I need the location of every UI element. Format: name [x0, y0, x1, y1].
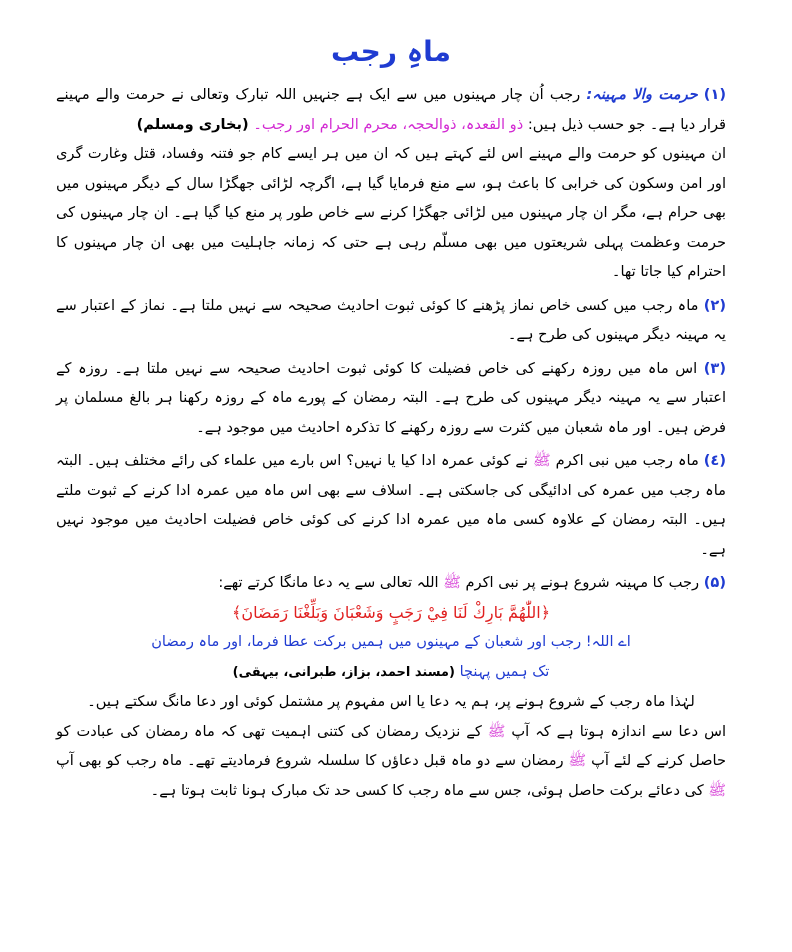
- paragraph-text: رجب کا مہینہ شروع ہونے پر نبی اکرم: [465, 574, 700, 591]
- supplication-translation: اے اللہ! رجب اور شعبان کے مہینوں میں ہمیں برکت عطا فرما، اور ماہ رمضان: [151, 633, 631, 650]
- sacred-months-list: ذو القعدہ، ذوالحجہ، محرم الحرام اور رجب۔: [253, 115, 524, 133]
- item-number: (۲): [703, 296, 727, 314]
- salutation-glyph: ﷺ: [568, 752, 587, 769]
- salutation-glyph: ﷺ: [487, 722, 506, 740]
- paragraph-text: ماہ رجب میں نبی اکرم: [555, 452, 699, 469]
- salutation-glyph: ﷺ: [443, 574, 461, 591]
- section-heading: حرمت والا مہینہ:: [586, 86, 698, 103]
- paragraph-6: لہٰذا ماہ رجب کے شروع ہونے پر، ہم یہ دعا یا اس مفہوم پر مشتمل کوئی اور دعا مانگ سکتے ہیں۔: [87, 693, 695, 710]
- paragraph-7: [56, 717, 726, 806]
- hadith-reference: (بخاری ومسلم): [136, 115, 249, 133]
- item-number: (۱): [703, 86, 727, 103]
- paragraph-3: [56, 354, 726, 443]
- paragraph-text: اس ماہ میں روزہ رکھنے کی خاص فضیلت کا کوئی ثبوت احادیث صحیحہ سے نہیں ملتا ہے۔ روزہ کے اعتبار سے یہ مہینہ دیگر مہینوں کی طرح ہے۔ البتہ رمضان کے پورے ماہ کے روزہ رکھنا ہر بالغ مسلمان پر فرض ہیں۔ اور ماہ شعبان میں کثرت سے روزہ رکھنے کا تذکرہ احادیث میں موجود ہے۔: [56, 359, 726, 436]
- paragraph-text: کے نزدیک رمضان کی کتنی اہمیت تھی کہ ماہ رمضان کی عبادت کو حاصل کرنے کے لئے آپ: [56, 722, 727, 769]
- paragraph-text: اس دعا سے اندازہ ہوتا ہے کہ آپ: [511, 722, 726, 740]
- paragraph-text: نے کوئی عمرہ ادا کیا یا نہیں؟ اس بارے میں علماء کی رائے مختلف ہیں۔ البتہ ماہ رجب میں عمرہ کی ادائیگی کی جاسکتی ہے۔ اسلاف سے بھی اس ماہ میں عمرہ ادا کرنے کے ثبوت ملتے ہیں۔ البتہ رمضان کے علاوہ کسی ماہ میں عمرہ ادا کرنے کی کوئی خاص فضیلت احادیث میں موجود نہیں ہے۔: [56, 452, 726, 558]
- paragraph-text: کی دعائے برکت حاصل ہوئی، جس سے ماہ رجب کا کسی حد تک مبارک ہونا ثابت ہوتا ہے۔: [150, 781, 704, 799]
- paragraph-5: [56, 568, 726, 598]
- paragraph-1: [56, 80, 726, 139]
- paragraph-text: اللہ تعالی سے یہ دعا مانگا کرتے تھے:: [218, 574, 439, 591]
- item-number: (۳): [703, 359, 726, 377]
- paragraph-4: [56, 446, 726, 564]
- hadith-source: (مسند احمد، بزاز، طبرانی، بیہقی): [232, 664, 455, 680]
- item-number: (۵): [703, 574, 726, 591]
- salutation-glyph: ﷺ: [532, 452, 551, 469]
- paragraph-text: رمضان سے دو ماہ قبل دعاؤں کا سلسلہ شروع فرمادیتے تھے۔ ماہ رجب کو بھی آپ: [56, 752, 564, 769]
- item-number: (٤): [703, 452, 727, 469]
- paragraph-text: رجب اُن چار مہینوں میں سے ایک ہے جنہیں اللہ تبارک وتعالی نے حرمت والے مہینے قرار دیا ہے۔ جو حسب ذیل ہیں:: [56, 86, 726, 133]
- arabic-supplication: ﴿اللّٰهُمَّ بَارِكْ لَنَا فِيْ رَجَبٍ وَشَعْبَانَ وَبَلِّغْنَا رَمَضَانَ﴾: [231, 602, 551, 622]
- paragraph-2: [56, 291, 726, 350]
- paragraph-1b: ان مہینوں کو حرمت والے مہینے اس لئے کہتے ہیں کہ ان میں ہر ایسے کام جو فتنہ وفساد، قتل وغارت گری اور امن وسکون کی خرابی کا باعث ہو، سے منع فرمایا گیا ہے، اگرچہ لڑائی جھگڑا سال کے دیگر مہینوں میں بھی حرام ہے، مگر ان چار مہینوں میں لڑائی جھگڑا کرنے سے خاص طور پر منع کیا گیا ہے۔ ان چار مہینوں کی حرمت وعظمت پہلی شریعتوں میں بھی مسلّم رہی ہے حتی کہ زمانہ جاہلیت میں بھی ان چار مہینوں کا احترام کیا جاتا تھا۔: [56, 145, 726, 280]
- translation-text: تک ہمیں پہنچا: [459, 662, 550, 680]
- paragraph-text: ماہ رجب میں کسی خاص نماز پڑھنے کا کوئی ثبوت احادیث صحیحہ سے نہیں ملتا ہے۔ نماز کے اعتبار سے یہ مہینہ دیگر مہینوں کی طرح ہے۔: [56, 296, 726, 343]
- supplication-translation-end: [56, 657, 726, 688]
- page-title: ماہِ رجب: [331, 35, 451, 68]
- salutation-glyph: ﷺ: [708, 781, 726, 799]
